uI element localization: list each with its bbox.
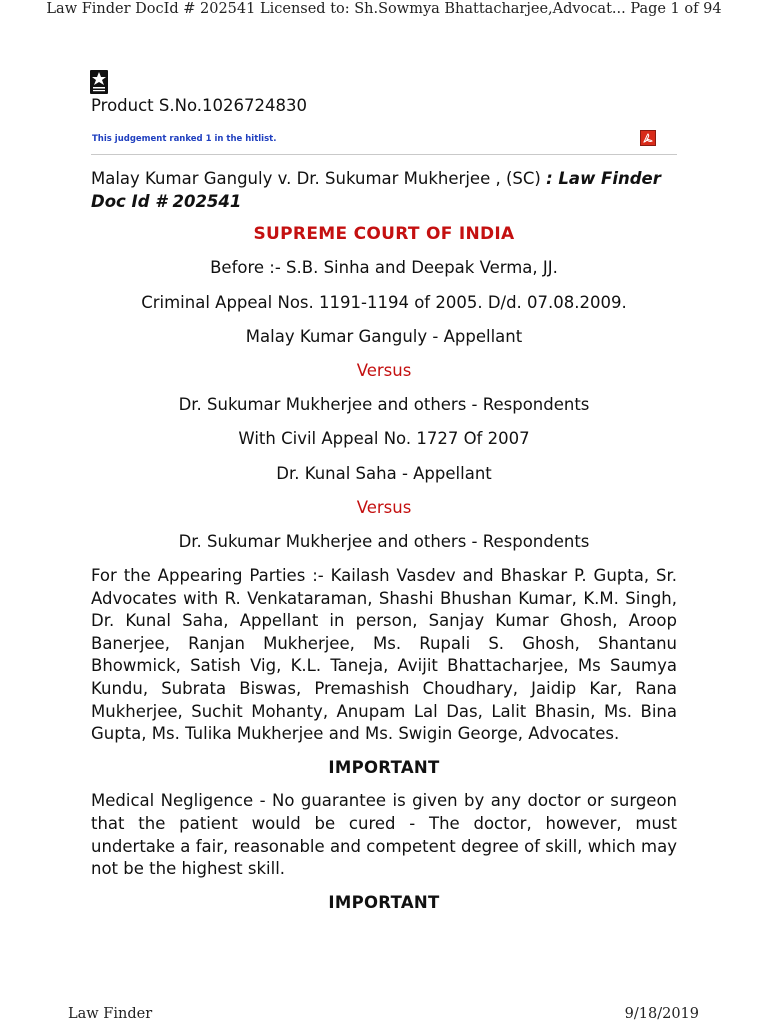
product-serial: Product S.No.1026724830	[91, 96, 307, 115]
important-heading-2: IMPORTANT	[328, 892, 440, 912]
appearing-parties: For the Appearing Parties :- Kailash Vasdev and Bhaskar P. Gupta, Sr. Advocates with R. Venkataraman, Shashi Bhushan Kumar, K.M. Singh, Dr. Kunal Saha, Appellant in person, Sanjay Kumar Ghosh, Aroop Banerjee, Ranjan Mukherjee, Ms. Rupali S. Ghosh, Shantanu Bhowmick, Satish Vig, K.L. Taneja, Avijit Bhattacharjee, Ms Saumya Kundu, Subrata Biswas, Premashish Choudhary, Jaidip Kar, Rana Mukherjee, Suchit Mohanty, Anupam Lal Das, Lalit Bhasin, Ms. Bina Gupta, Ms. Tulika Mukherjee and Ms. Swigin George, Advocates.	[91, 566, 677, 744]
versus-1: Versus	[356, 360, 412, 380]
headnote: Medical Negligence - No guarantee is given by any doctor or surgeon that the patient would be cured - The doctor, however, must undertake a fair, reasonable and competent degree of skill, which may not be the highest skill.	[91, 791, 677, 879]
appeal-number: Criminal Appeal Nos. 1191-1194 of 2005. D/d. 07.08.2009.	[141, 292, 627, 312]
bench: Before :- S.B. Sinha and Deepak Verma, JJ.	[210, 258, 558, 278]
appellant-1: Malay Kumar Ganguly - Appellant	[245, 326, 523, 346]
judgement-body	[91, 168, 677, 925]
court-name: SUPREME COURT OF INDIA	[253, 224, 515, 245]
law-finder-logo-icon	[90, 70, 108, 94]
case-title-text: Malay Kumar Ganguly v. Dr. Sukumar Mukherjee , (SC)	[91, 169, 547, 188]
case-title	[91, 168, 677, 213]
respondents-2: Dr. Sukumar Mukherjee and others - Respondents	[178, 531, 590, 551]
important-heading-1: IMPORTANT	[328, 757, 440, 777]
footer-date: 9/18/2019	[624, 1006, 699, 1022]
pdf-icon[interactable]	[640, 130, 656, 146]
versus-2: Versus	[356, 497, 412, 517]
doc-id-reference: : Law Finder Doc Id # 202541	[91, 169, 661, 211]
divider	[91, 154, 677, 155]
respondents-1: Dr. Sukumar Mukherjee and others - Respondents	[178, 395, 590, 415]
page-header: Law Finder DocId # 202541 Licensed to: Sh.Sowmya Bhattacharjee,Advocat... Page 1 of 94	[46, 1, 722, 17]
civil-appeal: With Civil Appeal No. 1727 Of 2007	[238, 429, 530, 449]
rank-note: This judgement ranked 1 in the hitlist.	[92, 134, 277, 144]
appellant-2: Dr. Kunal Saha - Appellant	[276, 463, 492, 483]
footer-brand: Law Finder	[68, 1006, 153, 1022]
